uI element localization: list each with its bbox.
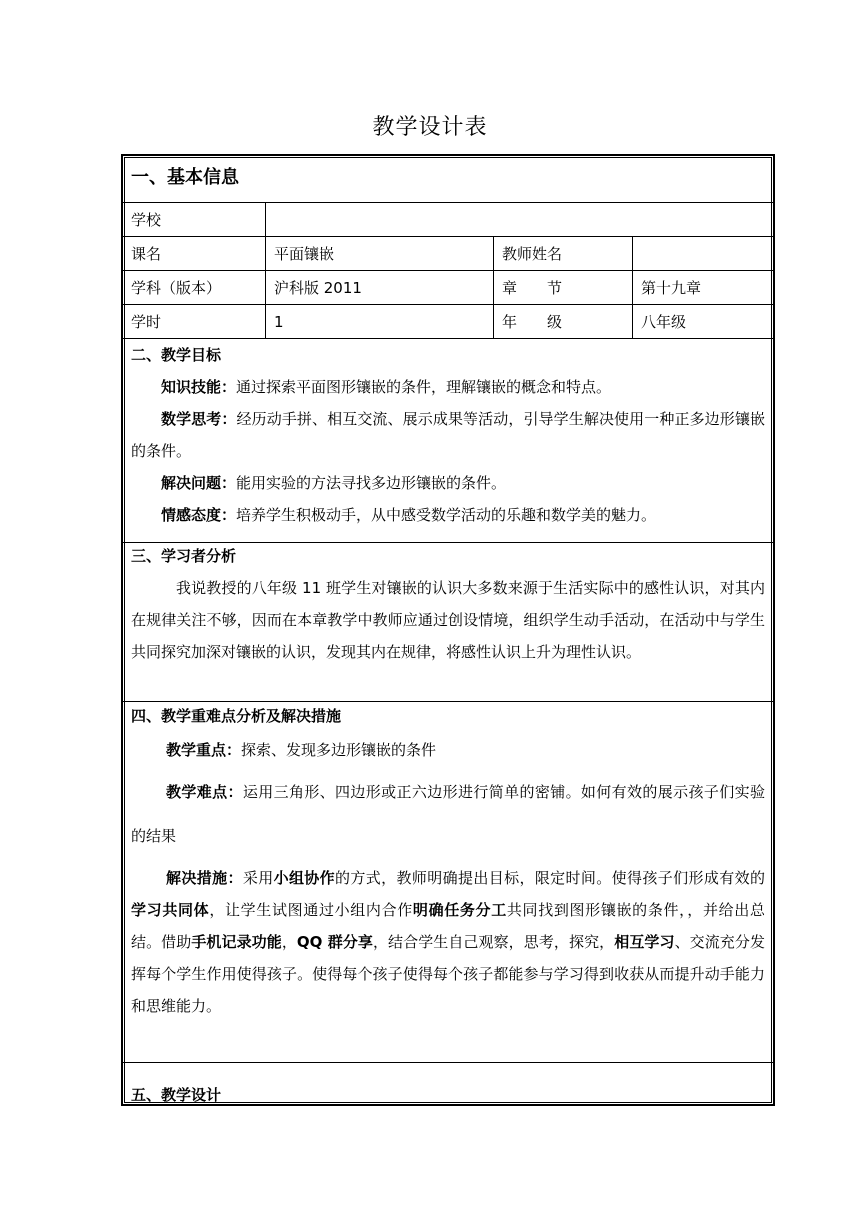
design-table [121, 154, 775, 1106]
solution-bold-3: 明确任务分工 [412, 901, 507, 919]
key-point-text: 探索、发现多边形镶嵌的条件 [241, 741, 437, 759]
subject-value: 沪科版 2011 [266, 271, 494, 305]
section-learner-analysis-heading: 三、学习者分析 [131, 547, 237, 565]
solution-bold-5: QQ 群分享 [296, 933, 373, 951]
grade-label: 年 级 [494, 305, 633, 339]
section-key-points-heading: 四、教学重难点分析及解决措施 [131, 707, 342, 725]
chapter-label: 章 节 [494, 271, 633, 305]
solution-text-1: 采用 [242, 869, 274, 887]
solution-text-7: 、交流充分发挥每个学生作用使得孩子。使得每个孩子使得每个孩子都能参与学习得到收获从而提升动手能力和思维能力。 [131, 933, 765, 1015]
solution-text-2: 的方式，教师明确提出目标，限定时间。使得孩子们形成有效的 [335, 869, 765, 887]
objective-knowledge-key: 知识技能： [161, 378, 237, 396]
section-basic-info [123, 156, 773, 203]
difficult-point [123, 770, 773, 858]
grade-value: 八年级 [633, 305, 775, 339]
school-label: 学校 [123, 203, 266, 237]
hours-value: 1 [266, 305, 494, 339]
objective-attitude [123, 499, 773, 531]
objective-attitude-text: 培养学生积极动手，从中感受数学活动的乐趣和数学美的魅力。 [236, 506, 657, 524]
objective-knowledge-text: 通过探索平面图形镶嵌的条件，理解镶嵌的概念和特点。 [236, 378, 612, 396]
objective-problem-text: 能用实验的方法寻找多边形镶嵌的条件。 [236, 474, 507, 492]
objective-thinking [123, 403, 773, 467]
solution-bold-6: 相互学习 [614, 933, 675, 951]
hours-label: 学时 [123, 305, 266, 339]
difficult-point-text: 运用三角形、四边形或正六边形进行简单的密铺。如何有效的展示孩子们实验的结果 [131, 783, 765, 845]
solution-text-5: ， [281, 933, 297, 951]
objective-problem [123, 467, 773, 499]
solution-bold-4: 手机记录功能 [191, 933, 282, 951]
solution-measures-key: 解决措施： [166, 869, 243, 887]
school-value [266, 203, 775, 237]
objective-thinking-key: 数学思考： [161, 410, 237, 428]
learner-analysis-text: 我说教授的八年级 11 班学生对镶嵌的认识大多数来源于生活实际中的感性认识，对其内在规律关注不够，因而在本章教学中教师应通过创设情境，组织学生动手活动，在活动中与学生共同探究加深对镶嵌的认识，发现其内在规律，将感性认识上升为理性认识。 [131, 579, 765, 661]
objective-problem-key: 解决问题： [161, 474, 237, 492]
objective-attitude-key: 情感态度： [161, 506, 237, 524]
teacher-value [633, 237, 775, 271]
solution-text-6: ，结合学生自己观察，思考，探究， [372, 933, 615, 951]
section-teaching-design [123, 1063, 773, 1104]
key-point-key: 教学重点： [166, 741, 242, 759]
section-teaching-design-heading: 五、教学设计 [131, 1086, 222, 1104]
page-title: 教学设计表 [372, 115, 488, 140]
course-label: 课名 [123, 237, 266, 271]
course-value: 平面镶嵌 [266, 237, 494, 271]
section-key-points [123, 702, 773, 1063]
solution-text-4: 共同找到图形镶嵌的条件，，并给出总结。借助 [131, 901, 765, 951]
section-basic-info-heading: 一、基本信息 [131, 167, 239, 188]
subject-label: 学科（版本） [123, 271, 266, 305]
solution-bold-2: 学习共同体 [131, 901, 210, 919]
section-objectives-heading: 二、教学目标 [131, 346, 222, 364]
key-point [123, 734, 773, 766]
objective-knowledge [123, 371, 773, 403]
solution-bold-1: 小组协作 [273, 869, 336, 887]
solution-measures [123, 862, 773, 1022]
section-objectives [123, 339, 773, 543]
objective-thinking-text: 经历动手拼、相互交流、展示成果等活动，引导学生解决使用一种正多边形镶嵌的条件。 [131, 410, 765, 460]
difficult-point-key: 教学难点： [166, 783, 243, 801]
teacher-label: 教师姓名 [494, 237, 633, 271]
solution-text-3: ，让学生试图通过小组内合作 [209, 901, 413, 919]
section-learner-analysis [123, 543, 773, 702]
chapter-value: 第十九章 [633, 271, 775, 305]
